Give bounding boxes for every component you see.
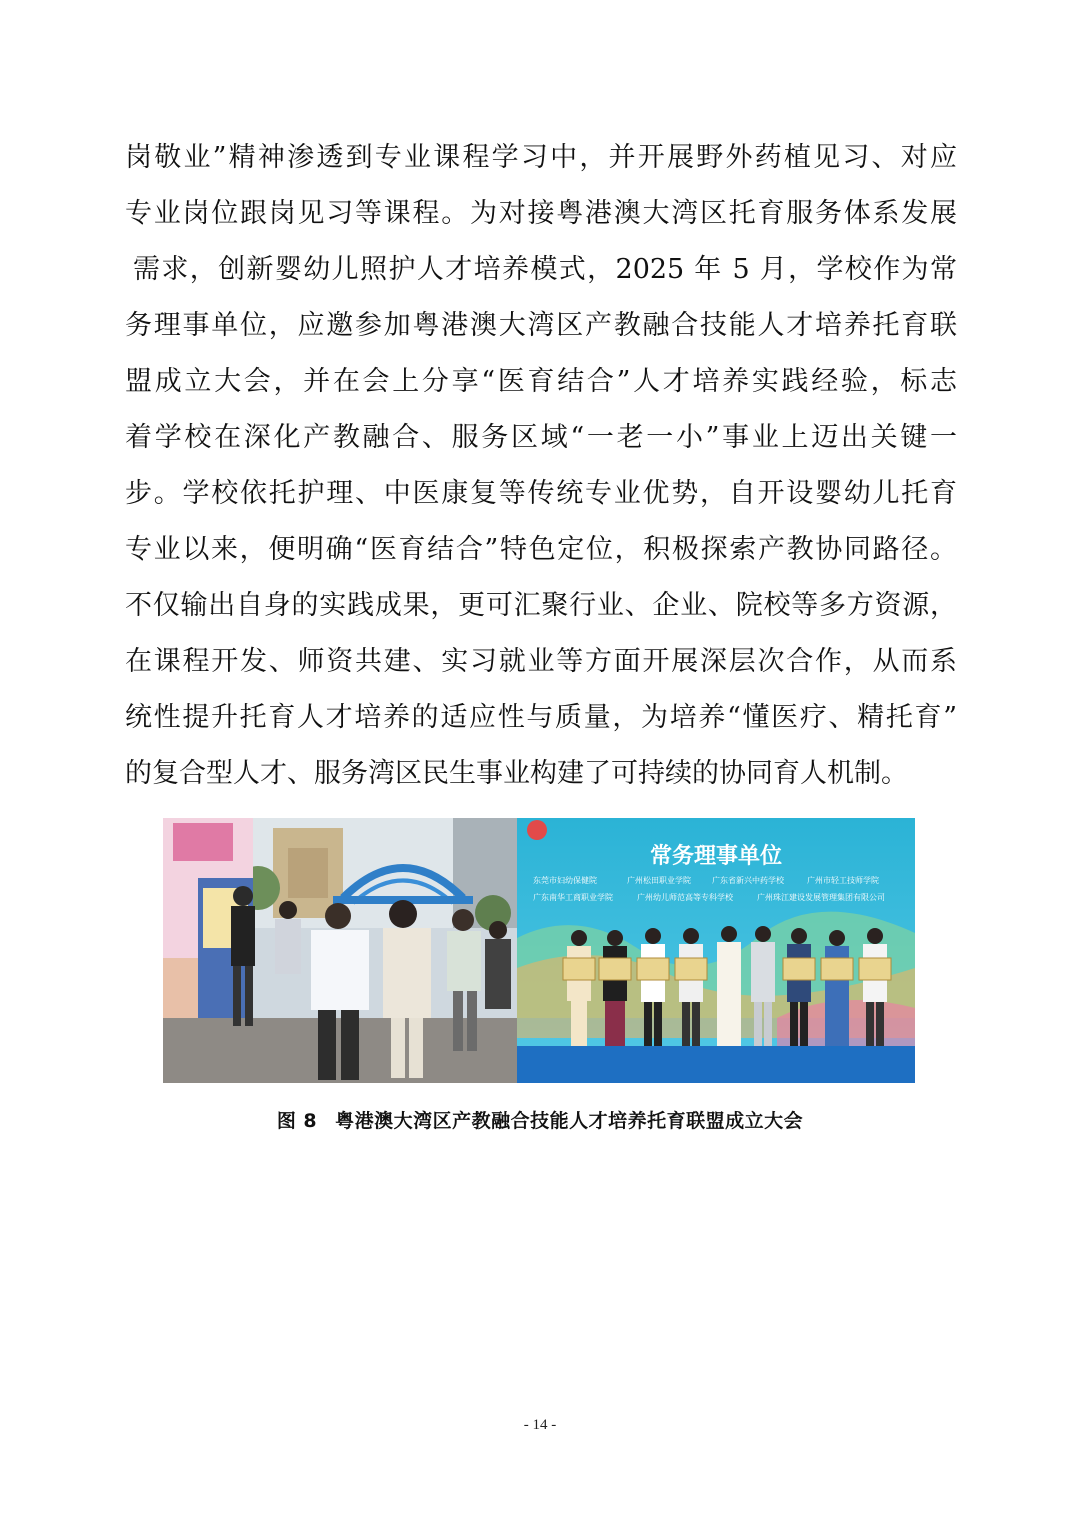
banner-title: 常务理事单位: [649, 844, 783, 869]
paragraph-line: 统性提升托育人才培养的适应性与质量，为培养“懂医疗、精托育”: [125, 702, 957, 733]
figure-caption-label: 图 8: [276, 1110, 318, 1132]
page-number: - 14 -: [523, 1417, 557, 1433]
figure-caption: [0, 1106, 1080, 1133]
paragraph-line: 着学校在深化产教融合、服务区域“一老一小”事业上迈出关键一: [125, 422, 957, 453]
paragraph-line: 盟成立大会，并在会上分享“医育结合”人才培养实践经验，标志: [125, 366, 957, 397]
body-paragraph: [125, 130, 957, 802]
paragraph-line: 不仅输出自身的实践成果，更可汇聚行业、企业、院校等多方资源，: [125, 590, 957, 621]
paragraph-line: 务理事单位，应邀参加粤港澳大湾区产教融合技能人才培养托育联: [125, 310, 957, 341]
banner-org-name: 广州市轻工技师学院: [807, 876, 879, 885]
stage-award-photo: [517, 818, 915, 1083]
banner-org-name: 广州珠江建设发展管理集团有限公司: [757, 893, 885, 902]
banner-org-name: 广东南华工商职业学院: [533, 893, 613, 902]
banner-org-name: 广东省新兴中药学校: [712, 876, 784, 885]
exhibition-crowd-photo: [163, 818, 517, 1083]
banner-org-name: 广州幼儿师范高等专科学校: [637, 893, 733, 902]
paragraph-line: 专业以来，便明确“医育结合”特色定位，积极探索产教协同路径。: [125, 534, 957, 565]
paragraph-line: 在课程开发、师资共建、实习就业等方面开展深层次合作，从而系: [125, 646, 957, 677]
banner-org-name: 东莞市妇幼保健院: [533, 876, 597, 885]
paragraph-line: 需求，创新婴幼儿照护人才培养模式，2025 年 5 月，学校作为常: [133, 254, 957, 285]
figure-8: [163, 818, 915, 1083]
paragraph-line: 专业岗位跟岗见习等课程。为对接粤港澳大湾区托育服务体系发展: [125, 198, 957, 229]
figure-caption-text: 粤港澳大湾区产教融合技能人才培养托育联盟成立大会: [335, 1110, 804, 1132]
paragraph-line: 的复合型人才、服务湾区民生事业构建了可持续的协同育人机制。: [125, 758, 908, 789]
paragraph-line: 步。学校依托护理、中医康复等传统专业优势，自开设婴幼儿托育: [125, 478, 957, 509]
paragraph-line: 岗敬业”精神渗透到专业课程学习中，并开展野外药植见习、对应: [125, 142, 957, 173]
banner-org-name: 广州松田职业学院: [627, 876, 691, 885]
